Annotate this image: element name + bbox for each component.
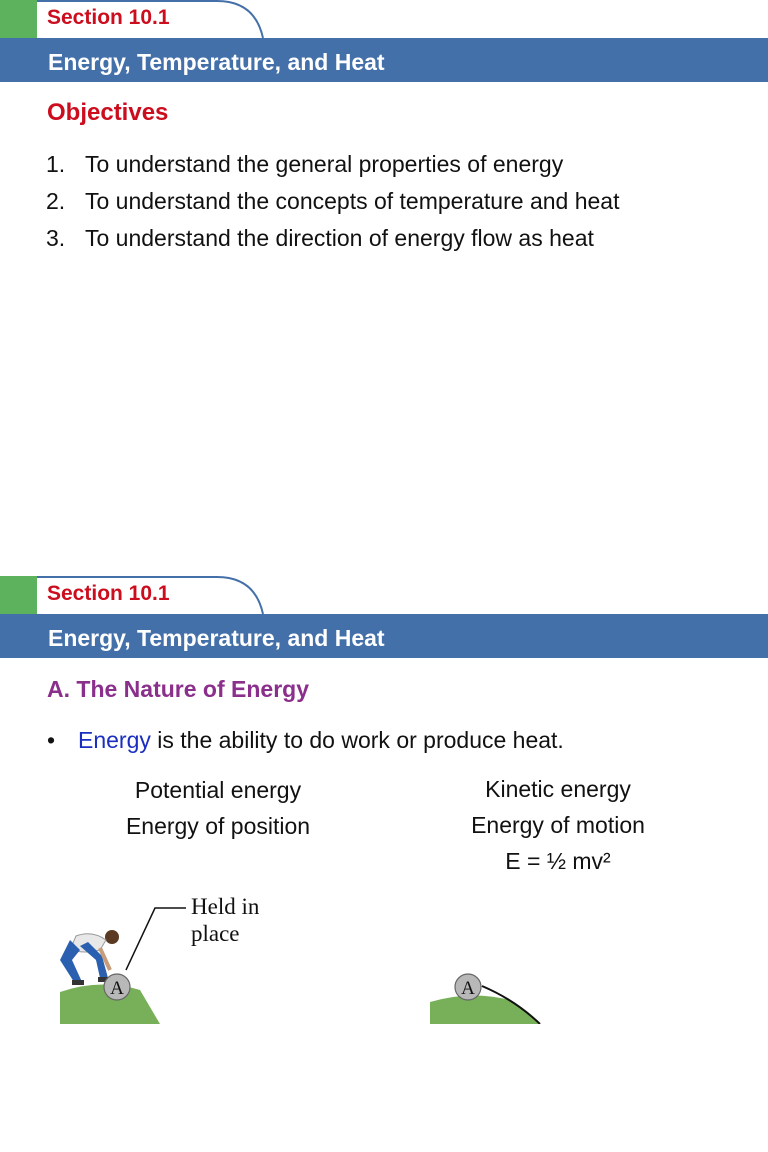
energy-definition-text: is the ability to do work or produce heat. bbox=[150, 727, 564, 753]
ball-right-label: A bbox=[461, 978, 475, 999]
slide-title: Energy, Temperature, and Heat bbox=[48, 625, 385, 651]
bullet-marker: • bbox=[47, 727, 56, 753]
title-bar bbox=[0, 614, 768, 658]
energy-illustration bbox=[0, 890, 768, 1024]
section-green-marker bbox=[0, 0, 37, 38]
objective-item: 3. To understand the direction of energy flow as heat bbox=[46, 225, 594, 251]
ball-left-label: A bbox=[110, 978, 124, 999]
nature-of-energy-heading: A. The Nature of Energy bbox=[47, 676, 309, 702]
objective-item: 1. To understand the general properties of energy bbox=[46, 151, 564, 177]
held-in-place-label: Held in place bbox=[191, 894, 260, 946]
potential-energy-desc: Energy of position bbox=[125, 813, 311, 839]
section-number: Section 10.1 bbox=[47, 6, 170, 29]
objectives-heading: Objectives bbox=[47, 99, 169, 126]
energy-definition bbox=[47, 727, 564, 754]
energy-term: Energy bbox=[78, 727, 151, 753]
potential-energy-column bbox=[98, 772, 338, 844]
slide-title: Energy, Temperature, and Heat bbox=[48, 49, 385, 75]
kinetic-energy-label: Kinetic energy bbox=[485, 776, 631, 802]
kinetic-energy-column bbox=[438, 771, 678, 879]
section-number: Section 10.1 bbox=[47, 582, 170, 605]
kinetic-energy-formula: E = ½ mv² bbox=[505, 848, 611, 874]
potential-energy-label: Potential energy bbox=[134, 777, 302, 803]
objective-item: 2. To understand the concepts of temperature and heat bbox=[46, 188, 620, 214]
held-leader-line bbox=[126, 908, 186, 970]
title-bar bbox=[0, 38, 768, 82]
objectives-list bbox=[46, 149, 619, 260]
section-green-marker bbox=[0, 576, 37, 614]
kinetic-energy-desc: Energy of motion bbox=[471, 812, 645, 838]
